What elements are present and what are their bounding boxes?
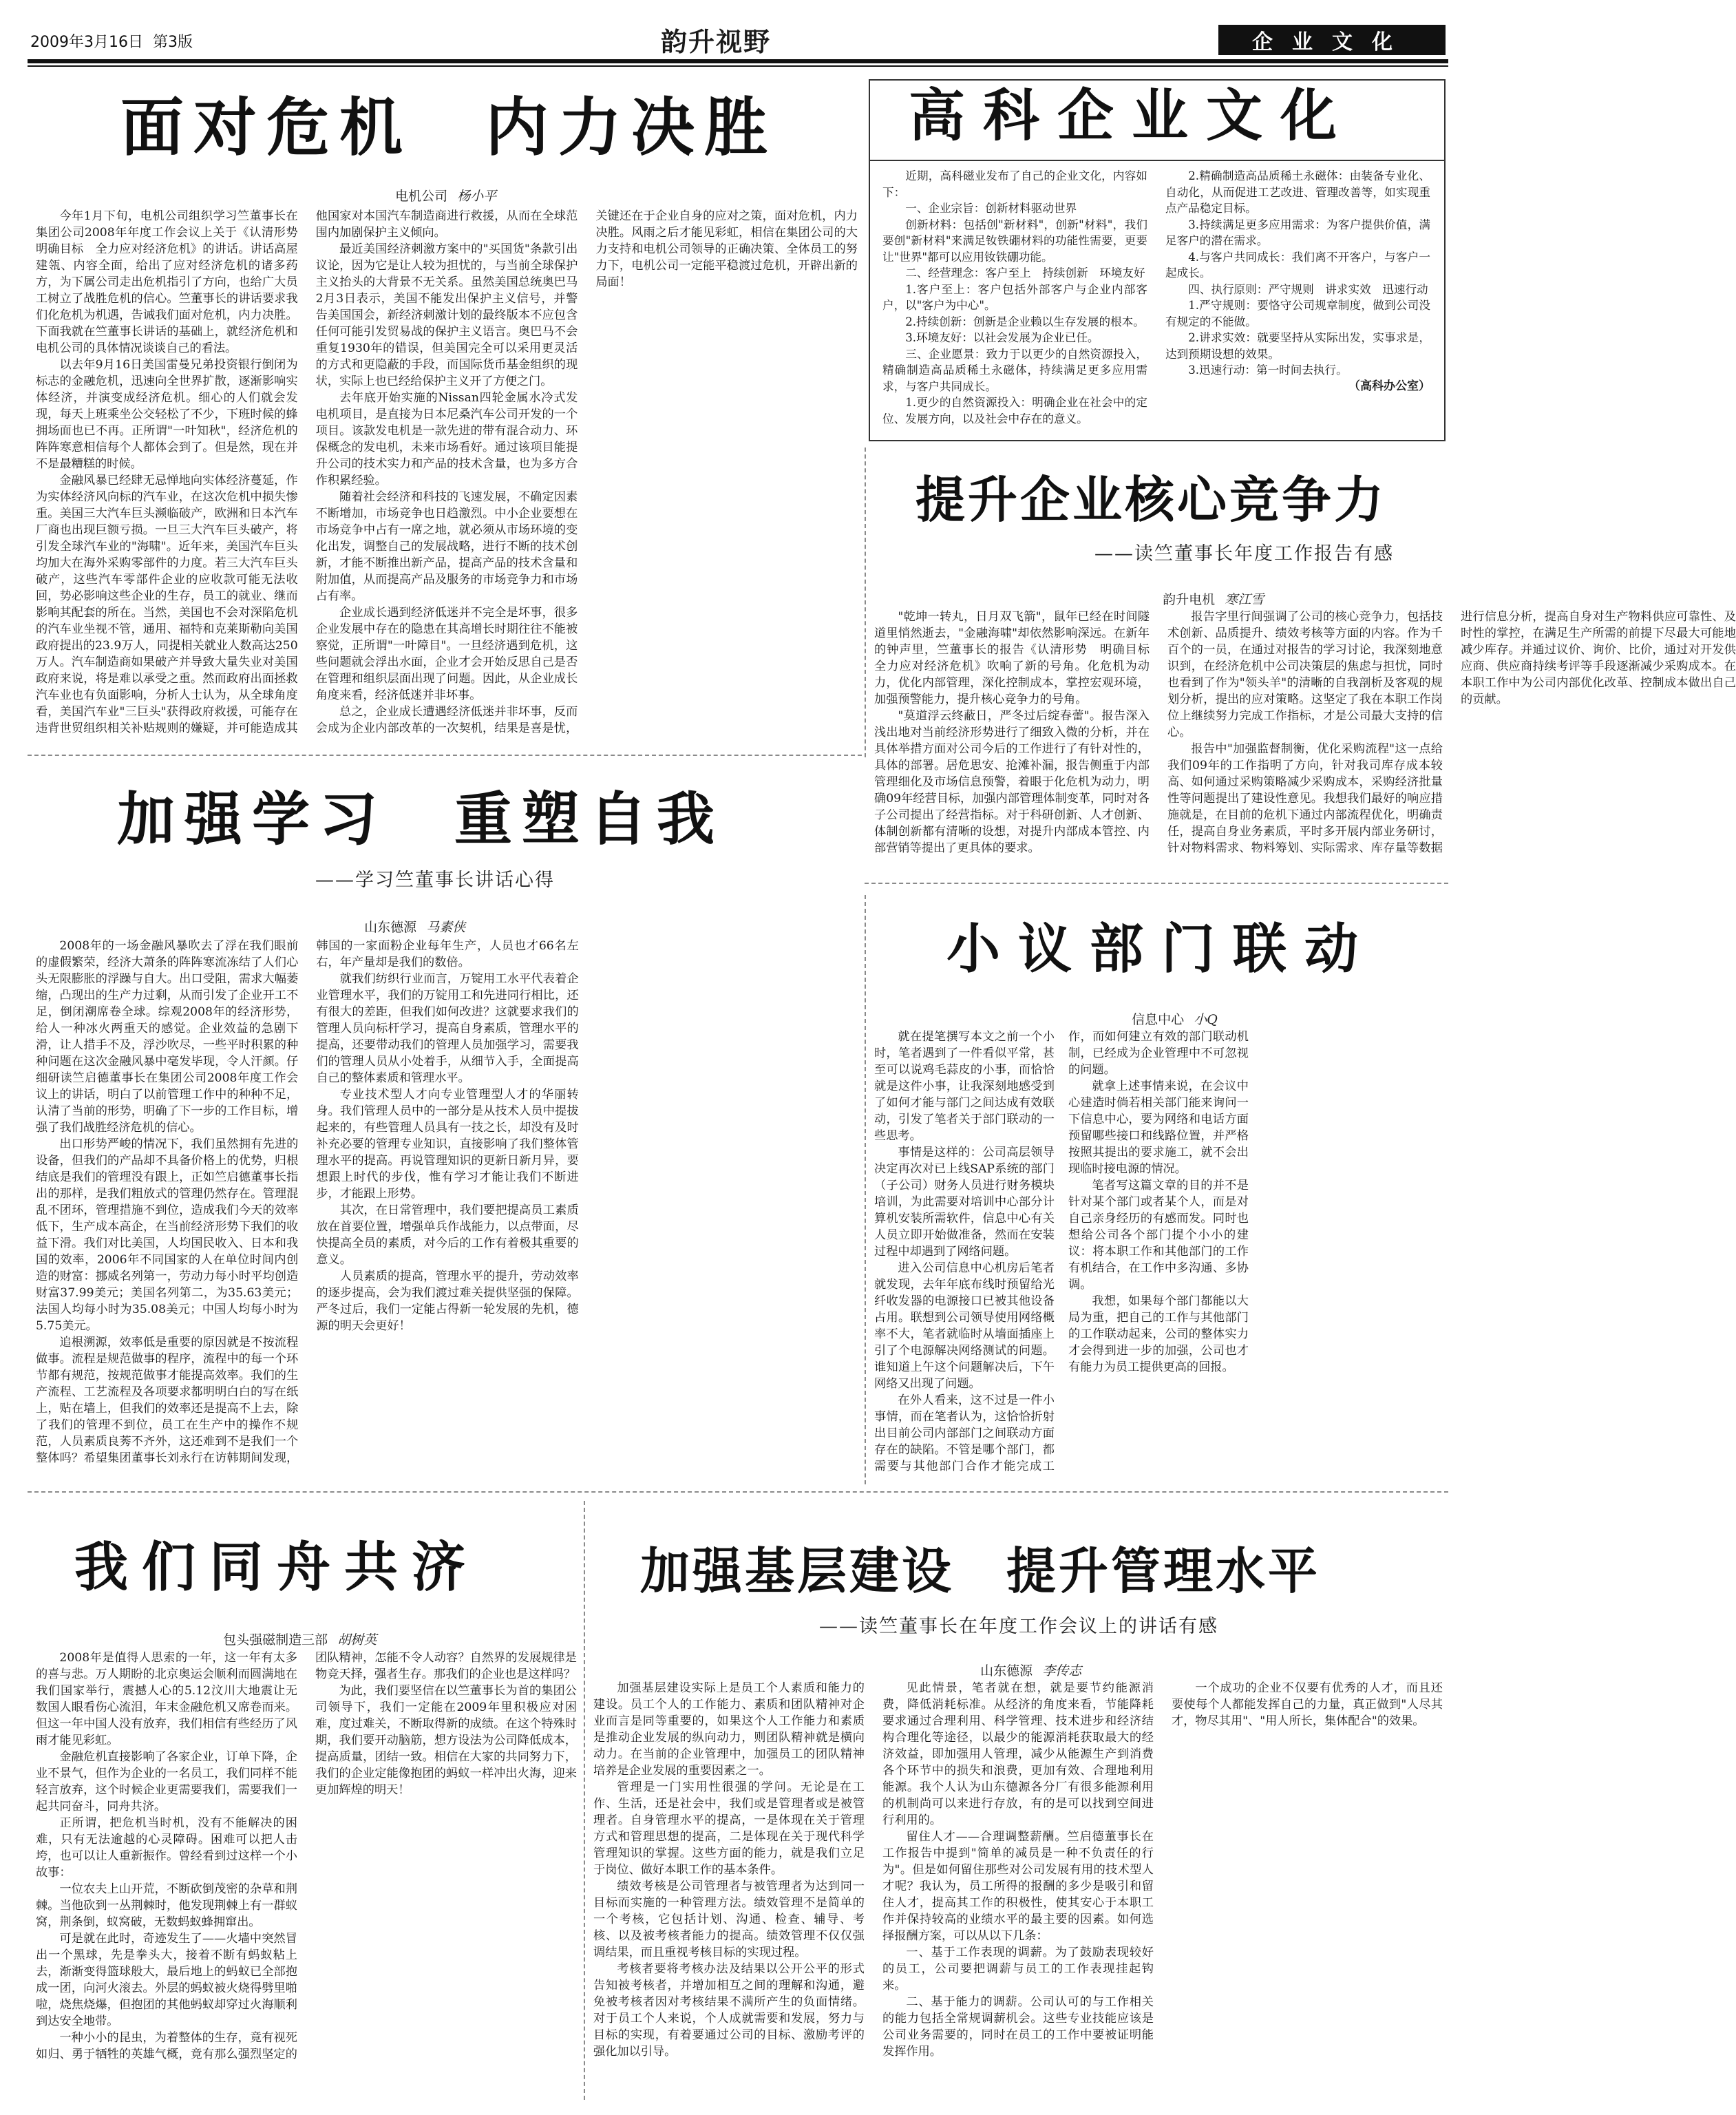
- list-item: 1.更少的自然资源投入：明确企业在社会中的定位、发展方向，以及社会中存在的意义。: [882, 396, 1147, 425]
- paragraph: 最近美国经济刺激方案中的"买国货"条款引出议论，因为它是让人较为担忧的，与当前全球保护主义抬头的大背景不无关系。虽然美国总统奥巴马2月3日表示，美国不能发出保护主义信号，并警告美国国会，新经济刺激计划的最终版本不应包含任何可能引发贸易战的保护主义语言。奥巴马不会重复1930年的错误，但美国完全可以采用更灵活的方式和更隐蔽的手段，而国际货币基金组织的现状，实际上也已经给保护主义开了方便之门。: [315, 242, 578, 388]
- paragraph: 可是就在此时，奇迹发生了——火墙中突然冒出一个黑球，先是拳头大，接着不断有蚂蚁粘上去，渐渐变得篮球般大，最后地上的蚂蚁已全部抱成一团，向河火滚去。外层的蚂蚁被火烧得劈里啪啦，烧焦烧爆，但抱团的其他蚂蚁却穿过火海顺利到达安全地带。: [36, 1932, 297, 2028]
- paragraph: 报告字里行间强调了公司的核心竞争力，包括技术创新、品质提升、绩效考核等方面的内容。作为千百个的一员，在通过对报告的学习讨论，我深刻地意识到，在经济危机中公司决策层的焦虑与担忧，同时也看到了作为"领头羊"的清晰的自我剖析及客观的规划分析，提出的应对策略。这坚定了我在本职工作岗位上继续努力完成工作指标，才是公司最大支持的信心。: [1167, 610, 1443, 739]
- list-item: 四、执行原则：严守规则 讲求实效 迅速行动: [1188, 282, 1428, 296]
- list-item: 1.严守规则：要恪守公司规章制度，做到公司没有规定的不能做。: [1165, 299, 1430, 328]
- body-core: [874, 609, 1736, 870]
- paragraph: 人员素质的提高，管理水平的提升，劳动效率的逐步提高，会为我们渡过难关提供坚强的保障。严冬过后，我们一定能占得新一轮发展的先机，德源的明天会更好！: [316, 1270, 579, 1333]
- masthead-rule: [28, 59, 1448, 63]
- paragraph: 以去年9月16日美国雷曼兄弟投资银行倒闭为标志的金融危机，迅速向全世界扩散，逐渐影响实体经济，并演变成经济危机。细心的人们就会发现，每天上班乘坐公交轻松了不少，下班时候的蜂拥场面也已不再。正所谓"一叶知秋"，经济危机的阵阵寒意相信每个人都体会到了。但是然，现在并不是最糟糕的时候。: [36, 358, 298, 471]
- paragraph: 2008年的一场金融风暴吹去了浮在我们眼前的虚假繁荣，经济大萧条的阵阵寒流冻结了人们心头无限膨胀的浮躁与自大。出口受阻，需求大幅萎缩，凸现出的生产力过剩，从而引发了企业开工不足，倒闭潮席卷全球。综观2008年的经济形势，给人一种冰火两重天的感觉。企业效益的急剧下滑，让人措手不及，浮沙吹尽，一些平时积累的种种问题在这次金融风暴中毫发毕现，令人汗颜。仔细研读竺启德董事长在集团公司2008年度工作会议上的讲话，明白了以前管理工作中的种种不足，认清了当前的形势，明确了下一步的工作目标，增强了我们战胜经济危机的信心。: [36, 939, 299, 1135]
- body-crisis: [36, 208, 858, 746]
- paragraph: 管理是一门实用性很强的学问。无论是在工作、生活，还是社会中，我们或是管理者或是被管理者。自身管理水平的提高，一是体现在关于管理方式和管理思想的提高，二是体现在关于现代科学管理知识的掌握。这些方面的能力，就是我们立足于岗位、做好本职工作的基本条件。: [593, 1780, 865, 1877]
- list-item: 一、企业宗旨：创新材料驱动世界: [905, 202, 1077, 215]
- paragraph: 企业成长遇到经济低迷并不完全是坏事，很多企业发展中存在的隐患在其高增长时期往往不能被察觉，正所谓"一叶障目"。一旦经济遇到危机，这些问题就会浮出水面，企业才会开始反思自己是否在管理和组织层面出现了问题。因此，从企业成长角度来看，经济低迷并非坏事。: [315, 606, 578, 702]
- paragraph: 考核者要将考核办法及结果以公开公平的形式告知被考核者，并增加相互之间的理解和沟通，避免被考核者因对考核结果不满所产生的负面情绪。对于员工个人来说，个人成就需要和发展，努力与目标的实现，有着要通过公司的目标、激励考评的强化加以引导。: [593, 1962, 865, 2059]
- paragraph: 出口形势严峻的情况下，我们虽然拥有先进的设备，但我们的产品却不具备价格上的优势，归根结底是我们的管理没有跟上，正如竺启德董事长指出的那样，是我们粗放式的管理仍然存在。管理混乱不团环，管理措施不到位，造成我们今天的效率低下，生产成本高企，在当前经济形势下我们的收益下滑。我们对比美国，人均国民收入、日本和我国的效率，2006年不同国家的人在单位时间内创造的财富：挪威名列第一，劳动力每小时平均创造财富37.99美元；美国名列第二，为35.63美元；法国人均每小时为35.08美元；中国人均每小时为5.75美元。: [36, 1137, 299, 1333]
- list-item: 4.与客户共同成长：我们离不开客户，与客户一起成长。: [1165, 250, 1430, 280]
- separator: [584, 1501, 585, 2100]
- body-study: [36, 938, 859, 1479]
- paragraph: 在外人看来，这不过是一件小事情，而在笔者认为，这恰恰折射出目前公司内部部门之间联动方面存在的缺陷。不管是哪个部门，都需要与其他部门合作才能完成工作，而如何建立有效的部门联动机制，已经成为企业管理中不可忽视的问题。: [874, 1030, 1249, 1473]
- paragraph: 2008年是值得人思索的一年，这一年有太多的喜与悲。万人期盼的北京奥运会顺利而圆满地在我们国家举行，震撼人心的5.12汶川大地震让无数国人眼看伤心流泪，年末金融危机又席卷而来。但这一年中国人没有放弃，我们相信有些经历了风雨才能见彩虹。: [36, 1651, 297, 1747]
- page-number: 第3版: [152, 34, 193, 51]
- headline-liaison: 小议部门联动: [946, 918, 1377, 980]
- issue-date: 2009年3月16日 第3版: [30, 34, 193, 51]
- byline-together: 包头强磁制造三部 胡树英: [223, 1632, 377, 1648]
- list-item: 3.持续满足更多应用需求：为客户提供价值，满足客户的潜在需求。: [1165, 218, 1430, 247]
- subtitle-core: ——读竺董事长年度工作报告有感: [1094, 543, 1394, 565]
- byline-study: 山东德源 马素侠: [364, 920, 466, 935]
- separator: [28, 755, 862, 756]
- list-item: 2.精确制造高品质稀土永磁体：由装备专业化、自动化，从而促进工艺改进、管理改善等，如实现重点产品稳定目标。: [1165, 169, 1430, 215]
- separator: [865, 883, 1448, 884]
- separator: [28, 1491, 1448, 1493]
- paragraph: 绩效考核是公司管理者与被管理者为达到同一目标而实施的一种管理方法。绩效管理不是简单的一个考核，它包括计划、沟通、检查、辅导、考核、以及被考核者能力的提高。绩效管理不仅仅强调结果，而且重视考核目标的实现过程。: [593, 1880, 865, 1959]
- paragraph: 见此情景，笔者就在想，就是要节约能源消费，降低消耗标准。从经济的角度来看，节能降耗要求通过合理利用、科学管理、技术进步和经济结构合理化等途径，以最少的能源消耗获取最大的经济效益，即加强用人管理，减少从能源生产到消费各个环节中的损失和浪费，更加有效、合理地利用能源。我个人认为山东德源各分厂有很多能源利用的机制尚可以来进行存放，有的是可以找到空间进行利用的。: [882, 1681, 1154, 1827]
- paragraph: 正所谓，把危机当时机，没有不能解决的困难，只有无法逾越的心灵障碍。困难可以把人击垮，也可以让人重新振作。曾经看到过这样一个小故事：: [36, 1816, 297, 1880]
- paragraph: 一、基于工作表现的调薪。为了鼓励表现较好的员工，公司要把调薪与员工的工作表现挂起钩来。: [882, 1946, 1154, 1992]
- paragraph: 一种小小的昆虫，为着整体的生存，竟有视死如归、勇于牺牲的英雄气概，竟有那么强烈坚定的团队精神，怎能不令人动容？自然界的发展规律是物竞天择，强者生存。那我们的企业也是这样吗？: [36, 1651, 577, 2061]
- paragraph: 就拿上述事情来说，在会议中心建造时倘若相关部门能来询问一下信息中心，要为网络和电话方面预留哪些接口和线路位置，并严格按照其提出的要求施工，就不会出现临时接电源的情况。: [1068, 1080, 1249, 1176]
- signature-hightech: （高科办公室）: [1348, 379, 1430, 393]
- paragraph: 事情是这样的：公司高层领导决定再次对已上线SAP系统的部门（子公司）财务人员进行财务模块培训，为此需要对培训中心部分计算机安装所需软件，信息中心有关人员立即开始做准备，然而在安装过程中却遇到了网络问题。: [874, 1146, 1055, 1259]
- byline-crisis: 电机公司 杨小平: [395, 189, 497, 204]
- paragraph: 笔者写这篇文章的目的并不是针对某个部门或者某个人，而是对自己亲身经历的有感而发。同时也想给公司各个部门提个小小的建议：将本职工作和其他部门的工作有机结合，在工作中多沟通、多协调。: [1068, 1179, 1249, 1292]
- body-together: [36, 1650, 577, 2090]
- paragraph: 其次，在日常管理中，我们要把提高员工素质放在首要位置，增强单兵作战能力，以点带面，尽快提高全员的素质，对今后的工作有着极其重要的意义。: [316, 1203, 579, 1267]
- list-item: 2.持续创新：创新是企业赖以生存发展的根本。: [905, 315, 1145, 328]
- paragraph: 一位农夫上山开荒，不断砍倒茂密的杂草和荆棘。当他砍到一丛荆棘时，他发现荆棘上有一群蚁窝，荆条倒，蚁窝破，无数蚂蚁蜂拥窜出。: [36, 1882, 297, 1929]
- headline-study: 加强学习 重塑自我: [117, 786, 725, 853]
- paragraph: "乾坤一转丸，日月双飞箭"，鼠年已经在时间隧道里悄然逝去，"金融海啸"却依然影响深远。在新年的钟声里，竺董事长的报告《认清形势 明确目标 全力应对经济危机》吹响了新的号角。化危机为动力，优化内部管理，深化控制成本，掌控宏观环境，加强预警能力，提升核心竞争力的号角。: [874, 610, 1162, 706]
- separator: [865, 448, 866, 757]
- section-badge: 企业文化: [1218, 25, 1446, 55]
- masthead-rule-thin: [28, 65, 1448, 67]
- byline-grassroots: 山东德源 李传志: [980, 1663, 1082, 1679]
- byline-liaison: 信息中心 小Q: [1132, 1012, 1218, 1027]
- paragraph: 就在提笔撰写本文之前一个小时，笔者遇到了一件看似平常，甚至可以说鸡毛蒜皮的小事，而恰恰就是这件小事，让我深刻地感受到了如何才能与部门之间达成有效联动，引发了笔者关于部门联动的一些思考。: [874, 1030, 1055, 1143]
- paragraph: 一个成功的企业不仅要有优秀的人才，而且还要使每个人都能发挥自己的力量，真正做到"人尽其才，物尽其用"、"用人所长，集体配合"的效果。: [1172, 1681, 1443, 1728]
- paragraph: 金融危机直接影响了各家企业，订单下降，企业不景气，但作为企业的一名员工，我们同样不能轻言放弃，这个时候企业更需要我们，需要我们一起共同奋斗，同舟共济。: [36, 1750, 297, 1813]
- paragraph: 金融风暴已经肆无忌惮地向实体经济蔓延，作为实体经济风向标的汽车业，在这次危机中损失惨重。美国三大汽车巨头濒临破产，欧洲和日本汽车厂商也出现巨额亏损。一旦三大汽车巨头破产，将引发全球汽车业的"海啸"。近年来，美国汽车巨头均加大在海外采购零部件的力度。若三大汽车巨头破产，这些汽车零部件企业的应收款可能无法收回，势必影响这些企业的生存，员工的就业、继而影响其配套的所在。当然，美国也不会对深陷危机的汽车业坐视不管，通用、福特和克莱斯勒向美国政府提出的23.9万人，同提相关就业人数高达250万人。汽车制造商如果破产并导致大量失业对美国政府来说，将是难以承受之重。然而政府出面拯救汽车业也有负面影响，分析人士认为，从全球角度看，美国汽车业"三巨头"获得政府救援，可能存在违背世贸组织相关补贴规则的嫌疑，并可能造成其他国家对本国汽车制造商进行救援，从而在全球范围内加剧保护主义倾向。: [36, 209, 578, 735]
- paragraph: 追根溯源，效率低是重要的原因就是不按流程做事。流程是规范做事的程序，流程中的每一个环节都有规范，按规范做事才能提高效率。我们的生产流程、工艺流程及各项要求都明明白白的写在纸上，贴在墙上，但我们的效率还是提高不上去，除了我们的管理不到位，员工在生产中的操作不规范，人员素质良莠不齐外，这还难到不是我们一个整体吗？希望集团董事长刘永行在访韩期间发现，韩国的一家面粉企业每年生产，人员也才66名左右，年产量却是我们的数倍。: [36, 939, 579, 1465]
- headline-crisis: 面对危机 内力决胜: [120, 91, 778, 165]
- list-item: 2.讲求实效：就要坚持从实际出发，实事求是，达到预期设想的效果。: [1165, 331, 1430, 361]
- list-item: 3.环境友好：以社会发展为企业已任。: [905, 331, 1099, 344]
- headline-together: 我们同舟共济: [74, 1537, 480, 1599]
- paragraph: 进入公司信息中心机房后笔者就发现，去年年底布线时预留给光纤收发器的电源接口已被其他设备占用。联想到公司领导使用网络概率不大，笔者就临时从墙面插座上引了个电源解决网络测试的问题。谁知道上午这个问题解决后，下午网络又出现了问题。: [874, 1261, 1055, 1391]
- paragraph: 我想，如果每个部门都能以大局为重，把自己的工作与其他部门的工作联动起来，公司的整体实力才会得到进一步的加强，公司也才有能力为员工提供更高的回报。: [1068, 1294, 1249, 1374]
- list-item: 二、经营理念：客户至上 持续创新 环境友好: [905, 266, 1145, 280]
- list-item: 3.迅速行动：第一时间去执行。: [1188, 364, 1348, 377]
- headline-core: 提升企业核心竞争力: [915, 471, 1387, 529]
- hightech-rule: [869, 160, 1446, 161]
- list-item: 三、企业愿景：致力于以更少的自然资源投入，精确制造高品质稀土永磁体，持续满足更多应用需求，与客户共同成长。: [882, 347, 1147, 393]
- list-item: 1.客户至上：客户包括外部客户与企业内部客户，以"客户为中心"。: [882, 282, 1147, 312]
- paragraph: 报告中"加强监督制衡，优化采购流程"这一点给我们09年的工作指明了方向，针对我司库存成本较高、如何通过采购策略减少采购成本，采购经济批量性等问题提出了建设性意见。我想我们最好的响应措施就是，在目前的危机下通过内部流程优化，明确责任，提高自身业务素质，平时多开展内部业务研讨，针对物料需求、物料筹划、实际需求、库存量等数据进行信息分析，提高自身对生产物料供应可靠性、及时性的掌控，在满足生产所需的前提下尽最大可能地减少库存。并通过议价、询价、比价，通过对开发供应商、供应商持续考评等手段逐渐减少采购成本。在本职工作中为公司内部优化改革、控制成本做出自己的贡献。: [1167, 610, 1736, 855]
- newspaper-title: 韵升视野: [661, 26, 772, 57]
- paragraph: 为此，我们要坚信在以竺董事长为首的集团公司领导下，我们一定能在2009年里积极应对困难，度过难关，不断取得新的成绩。在这个特殊时期，我们要开动脑筋，想方设法为公司降低成本，提高质量，团结一致。相信在大家的共同努力下，我们的企业定能像抱团的蚂蚁一样冲出火海，迎来更加辉煌的明天！: [315, 1684, 577, 1797]
- subtitle-study: ——学习竺董事长讲话心得: [315, 870, 555, 891]
- separator: [865, 895, 866, 1484]
- subtitle-grassroots: ——读竺董事长在年度工作会议上的讲话有感: [819, 1616, 1218, 1637]
- list-item: 创新材料：包括创"新材料"，创新"材料"，我们要创"新材料"来满足钕铁硼材料的功能性需要，更要让"世界"都可以应用钕铁硼功能。: [882, 218, 1147, 264]
- paragraph: 专业技术型人才向专业管理型人才的华丽转身。我们管理人员中的一部分是从技术人员中提拔起来的，有些管理人员具有一技之长，却没有及时补充必要的管理专业知识，直接影响了我们整体管理水平的提高。再说管理知识的更新日新月异，要想跟上时代的步伐，惟有学习才能让我们不断进步，才能跟上形势。: [316, 1088, 579, 1201]
- paragraph: "莫道浮云终蔽日，严冬过后绽春蕾"。报告深入浅出地对当前经济形势进行了细致入微的分析，并在具体举措方面对公司今后的工作进行了有针对性的，具体的部署。居危思安、抢滩补漏，报告侧重于内部管理细化及市场信息预警，着眼于化危机为动力，明确09年经营目标，加强内部管理体制变革，同时对各子公司提出了经营指标。对于科研创新、人才创新、体制创新都有清晰的设想，对提升内部成本管控、内部营销等提出了更具体的要求。: [874, 709, 1150, 855]
- paragraph: 就我们纺织行业而言，万锭用工水平代表着企业管理水平，我们的万锭用工和先进同行相比，还有很大的差距，但我们如何改进？这就要求我们的管理人员向标杆学习，提高自身素质，管理水平的提高，还要带动我们的管理人员加强学习，需要我们的管理人员从小处着手，从细节入手，全面提高自己的整体素质和管理水平。: [316, 972, 579, 1085]
- paragraph: 随着社会经济和科技的飞速发展，不确定因素不断增加，市场竞争也日趋激烈。中小企业要想在市场竞争中占有一席之地，就必须从市场环境的变化出发，调整自己的发展战略，进行不断的技术创新，才能不断推出新产品，提高产品的技术含量和附加值，从而提高产品及服务的市场竞争力和市场占有率。: [315, 490, 578, 603]
- byline-core: 韵升电机 寒江雪: [1163, 592, 1264, 607]
- body-hightech: [882, 168, 1430, 432]
- paragraph: 加强基层建设实际上是员工个人素质和能力的建设。员工个人的工作能力、素质和团队精神对企业而言是同等重要的，如果这个人工作能力和素质是推动企业发展的纵向动力，则团队精神就是横向动力。在当前的企业管理中，加强员工的团队精神培养是企业发展的重要因素之一。: [593, 1681, 865, 1778]
- paragraph: 近期，高科磁业发布了自己的企业文化，内容如下：: [882, 169, 1147, 199]
- headline-hightech: 高科企业文化: [909, 83, 1355, 149]
- paragraph: 二、基于能力的调薪。公司认可的与工作相关的能力包括全常规调薪机会。这些专业技能应该是公司业务需要的，同时在员工的工作中要被证明能发挥作用。: [882, 1995, 1154, 2059]
- body-grassroots: [593, 1680, 1443, 2090]
- masthead: [0, 0, 1476, 59]
- paragraph: 今年1月下旬，电机公司组织学习竺董事长在集团公司2008年年度工作会议上关于《认清形势 明确目标 全力应对经济危机》的讲话。讲话高屋建瓴、内容全面，给出了应对经济危机的诸多药方，为下属公司走出危机指引了方向，也给广大员工树立了战胜危机的信心。竺董事长的讲话要求我们化危机为机遇，告诫我们面对危机，内力决胜。下面我就在竺董事长讲话的基础上，就经济危机和电机公司的具体情况谈谈自己的看法。: [36, 209, 310, 355]
- paragraph: 留住人才——合理调整薪酬。竺启德董事长在工作报告中提到"简单的减员是一种不负责任的行为"。但是如何留住那些对公司发展有用的技术型人才呢？我认为，员工所得的报酬的多少是吸引和留住人才，提高其工作的积极性，使其安心于本职工作并保持较高的业绩水平的最主要的因素。如何选择报酬方案，可以从以下几条：: [882, 1830, 1154, 1943]
- paragraph: 去年底开始实施的Nissan四轮金属水冷式发电机项目，是直接为日本尼桑汽车公司开发的一个项目。该款发电机是一款先进的带有混合动力、环保概念的发电机，未来市场看好。通过该项目能提升公司的技术实力和产品的技术含量，也为多方合作积累经验。: [315, 391, 578, 487]
- paragraph: 总之，企业成长遭遇经济低迷并非坏事，反而会成为企业内部改革的一次契机，结果是喜是忧，关键还在于企业自身的应对之策，面对危机，内力决胜。风雨之后才能见彩虹，相信在集团公司的大力支持和电机公司领导的正确决策、全体员工的努力下，电机公司一定能平稳渡过危机，开辟出新的局面！: [315, 209, 858, 735]
- body-liaison: [874, 1029, 1443, 1476]
- headline-grassroots: 加强基层建设 提升管理水平: [640, 1542, 1321, 1600]
